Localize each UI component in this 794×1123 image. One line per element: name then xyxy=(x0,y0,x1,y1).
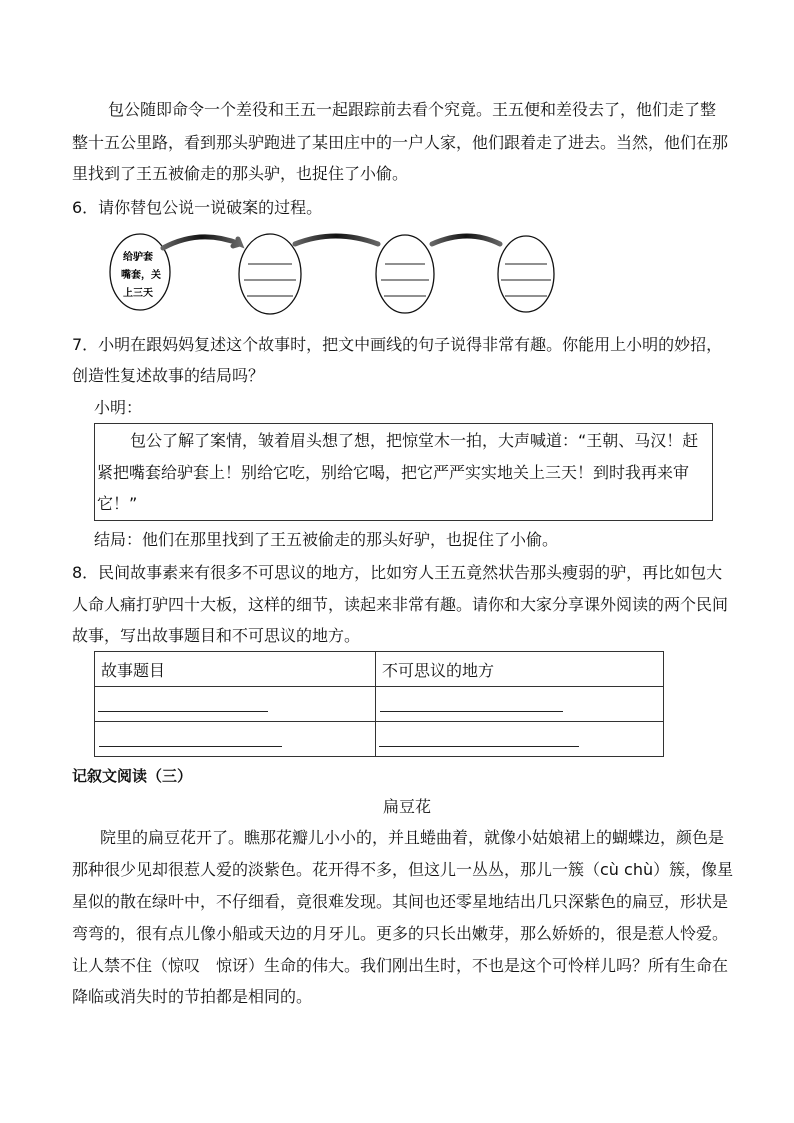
section-heading: 记叙文阅读（三） xyxy=(72,767,193,785)
step-1-line-1: 给驴套 xyxy=(123,252,153,263)
step-1-line-2: 嘴套，关 xyxy=(121,270,161,281)
story-line-2: 整十五公里路，看到那头驴跑进了某田庄中的一户人家，他们跟着走了进去。当然，他们在那 xyxy=(72,133,729,152)
retell-box-line-2: 紧把嘴套给驴套上！别给它吃，别给它喝，把它严严实实地关上三天！到时我再来审 xyxy=(97,463,690,482)
header-story-title: 故事题目 xyxy=(95,652,376,687)
step-4-ellipse xyxy=(498,236,554,312)
story-table xyxy=(94,651,664,757)
question-8-line-3: 故事，写出故事题目和不可思议的地方。 xyxy=(72,626,361,645)
speaker-label: 小明： xyxy=(94,398,143,417)
retell-box-line-1: 包公了解了案情，皱着眉头想了想，把惊堂木一拍，大声喊道：“王朝、马汉！赶 xyxy=(130,431,699,450)
article-line-5: 让人禁不住（惊叹 惊讶）生命的伟大。我们刚出生时，不也是这个可怜样儿吗？所有生命在 xyxy=(72,956,729,975)
retell-box-line-3: 它！” xyxy=(97,494,138,513)
arrow-arc-3 xyxy=(432,236,500,244)
table-row xyxy=(95,687,664,722)
article-line-1: 院里的扁豆花开了。瞧那花瓣儿小小的，并且蜷曲着，就像小姑娘裙上的蝴蝶边，颜色是 xyxy=(100,828,725,847)
question-7-line-1: 7．小明在跟妈妈复述这个故事时，把文中画线的句子说得非常有趣。你能用上小明的妙招， xyxy=(72,335,723,354)
answer-cell-incredible-2[interactable] xyxy=(376,722,664,757)
question-7-line-2: 创造性复述故事的结局吗？ xyxy=(72,366,265,385)
answer-cell-incredible-1[interactable] xyxy=(376,687,664,722)
story-line-3: 里找到了王五被偷走的那头驴，也捉住了小偷。 xyxy=(72,164,409,183)
step-2-ellipse xyxy=(239,234,301,314)
question-6: 6．请你替包公说一说破案的过程。 xyxy=(72,198,323,217)
article-line-6: 降临或消失时的节拍都是相同的。 xyxy=(72,987,313,1006)
header-incredible-parts: 不可思议的地方 xyxy=(376,652,664,687)
step-1-line-3: 上三天 xyxy=(123,288,153,299)
arrow-arc-1 xyxy=(163,237,240,248)
case-process-diagram xyxy=(0,226,794,326)
table-header-row xyxy=(95,652,664,687)
step-3-ellipse xyxy=(376,235,434,313)
article-title: 扁豆花 xyxy=(383,797,432,816)
question-8-line-1: 8．民间故事素来有很多不可思议的地方，比如穷人王五竟然状告那头瘦弱的驴，再比如包大 xyxy=(72,563,723,582)
question-8-line-2: 人命人痛打驴四十大板，这样的细节，读起来非常有趣。请你和大家分享课外阅读的两个民间 xyxy=(72,595,729,614)
article-line-2: 那种很少见却很惹人爱的淡紫色。花开得不多，但这儿一丛丛，那儿一簇（cù chù）簇，像星 xyxy=(72,860,734,879)
article-line-4: 弯弯的，很有点儿像小船或天边的月牙儿。更多的只长出嫩芽，那么娇娇的，很是惹人怜爱。 xyxy=(72,924,729,943)
article-line-3: 星似的散在绿叶中，不仔细看，竟很难发现。其间也还零星地结出几只深紫色的扁豆，形状是 xyxy=(72,892,729,911)
ending-text: 结局：他们在那里找到了王五被偷走的那头好驴，也捉住了小偷。 xyxy=(94,530,559,549)
arrow-arc-2 xyxy=(295,236,378,244)
answer-cell-title-2[interactable] xyxy=(95,722,376,757)
table-row xyxy=(95,722,664,757)
story-line-1: 包公随即命令一个差役和王五一起跟踪前去看个究竟。王五便和差役去了，他们走了整 xyxy=(108,100,717,119)
answer-cell-title-1[interactable] xyxy=(95,687,376,722)
